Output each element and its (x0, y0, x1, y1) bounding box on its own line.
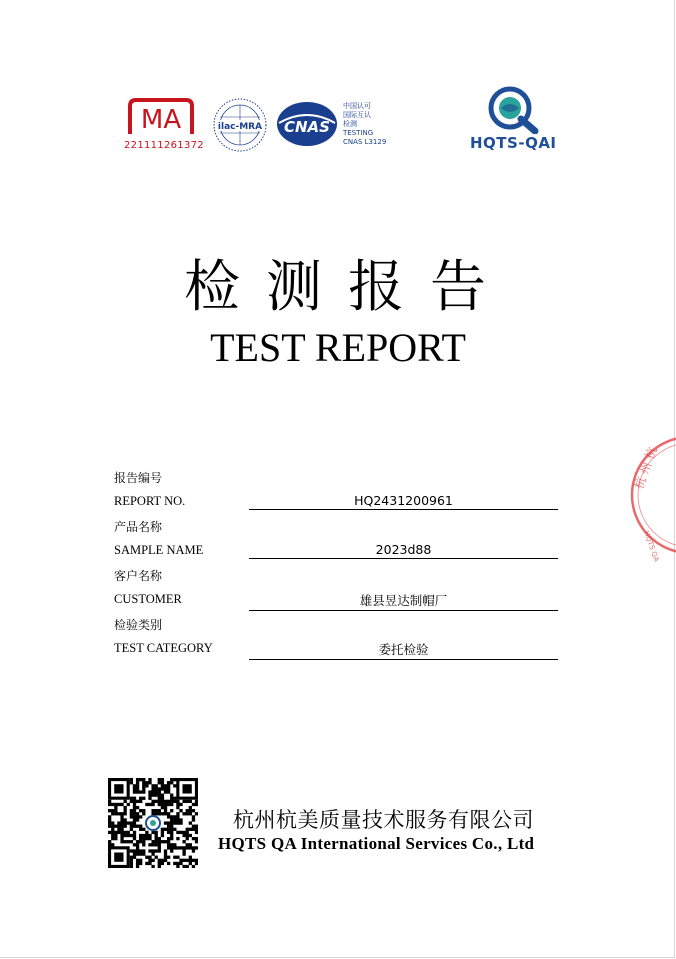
sample-name-label-en: SAMPLE NAME (114, 543, 204, 557)
hqts-logo-text: HQTS-QAI (470, 134, 557, 152)
cnas-line: TESTING (343, 129, 374, 137)
title-chinese: 检测报告 (184, 255, 512, 320)
company-seal-stamp (628, 420, 676, 570)
hqts-qai-logo (485, 86, 545, 134)
cnas-line: 检测 (343, 120, 357, 128)
cnas-mark-text: CNAS (284, 118, 330, 136)
company-name-chinese: 杭州杭美质量技术服务有限公司 (233, 808, 534, 832)
cnas-line: CNAS L3129 (343, 138, 387, 146)
svg-text:杭 州 杭: 杭 州 杭 (631, 445, 660, 492)
report-no-value: HQ2431200961 (249, 493, 558, 510)
sample-name-value: 2023d88 (249, 542, 558, 559)
cma-code: 221111261372 (124, 140, 204, 151)
ilac-mra-logo (212, 97, 268, 153)
cnas-line: 中国认可 (343, 102, 371, 110)
cnas-caption (343, 102, 386, 147)
title-english: TEST REPORT (210, 325, 466, 370)
cnas-logo (275, 99, 339, 149)
customer-label-en: CUSTOMER (114, 592, 182, 606)
report-no-label-cn: 报告编号 (114, 471, 163, 485)
test-category-value: 委托检验 (249, 640, 558, 660)
cma-mark-text: MA (140, 105, 182, 135)
customer-label-cn: 客户名称 (114, 569, 163, 583)
customer-value: 雄县昱达制帽厂 (249, 591, 558, 611)
company-name-english: HQTS QA International Services Co., Ltd (218, 834, 535, 853)
test-category-label-en: TEST CATEGORY (114, 641, 213, 655)
test-category-label-cn: 检验类别 (114, 618, 163, 632)
ilac-text: ilac-MRA (217, 122, 263, 132)
report-no-label-en: REPORT NO. (114, 494, 186, 508)
sample-name-label-cn: 产品名称 (114, 520, 163, 534)
cnas-line: 国际互认 (343, 111, 371, 119)
svg-text:HQTS QA: HQTS QA (642, 529, 661, 563)
qr-code (108, 778, 198, 868)
